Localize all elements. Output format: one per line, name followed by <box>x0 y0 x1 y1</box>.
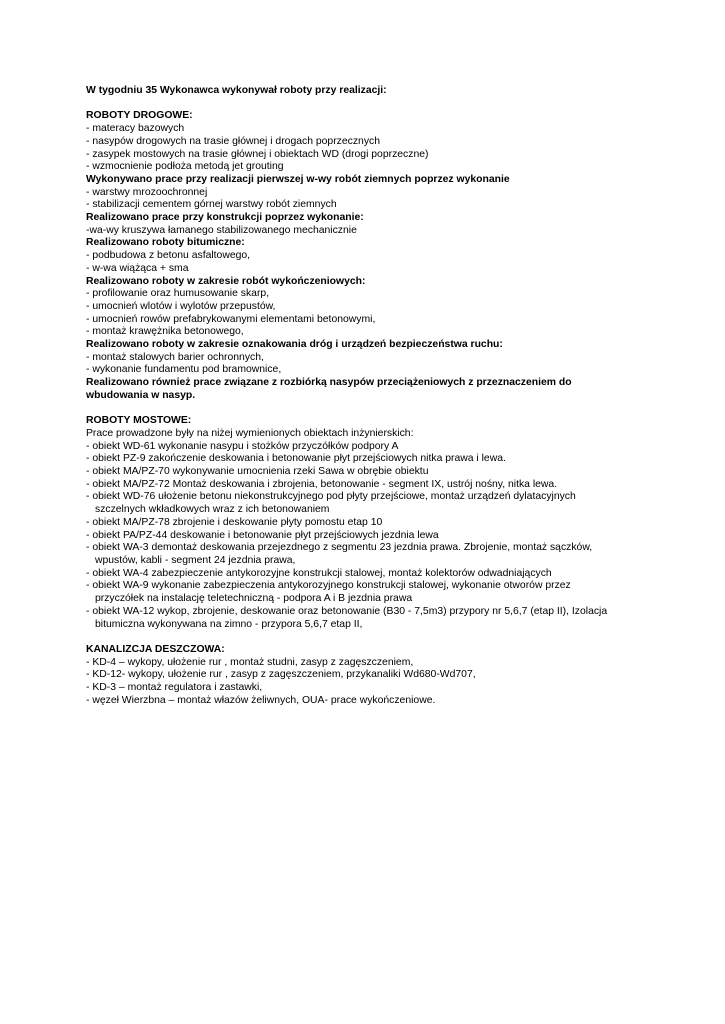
closing-paragraph-line: wbudowania w nasyp. <box>86 389 196 401</box>
list-item: - nasypów drogowych na trasie głównej i drogach poprzecznych <box>86 135 380 147</box>
list-item-continuation: przyczółek na instalację teletechniczną - podpora A i B jezdnia prawa <box>95 593 413 605</box>
list-item: - obiekt WA-3 demontaż deskowania przejezdnego z segmentu 23 jezdnia prawa. Zbrojenie, montaż sączków, <box>86 542 593 554</box>
list-item: - profilowanie oraz humusowanie skarp, <box>86 288 270 300</box>
list-item: - zasypek mostowych na trasie głównej i obiektach WD (drogi poprzeczne) <box>86 148 429 160</box>
roboty-drogowe-heading: ROBOTY DROGOWE: <box>86 110 193 122</box>
list-item: - KD-12- wykopy, ułożenie rur , zasyp z zagęszczeniem, przykanaliki Wd680-Wd707, <box>86 669 476 681</box>
subheading: Realizowano roboty w zakresie robót wykończeniowych: <box>86 275 366 287</box>
list-item: - obiekt PA/PZ-44 deskowanie i betonowanie płyt przejściowych jezdnia lewa <box>86 529 439 541</box>
list-item: - stabilizacji cementem górnej warstwy robót ziemnych <box>86 199 337 211</box>
subheading: Realizowano prace przy konstrukcji poprzez wykonanie: <box>86 212 364 224</box>
list-item: - wzmocnienie podłoża metodą jet grouting <box>86 161 284 173</box>
list-item-continuation: szczelnych wkładkowych wraz z ich betonowaniem <box>95 504 330 516</box>
subheading: Realizowano roboty bitumiczne: <box>86 237 245 249</box>
spacer <box>86 631 686 644</box>
subheading: Wykonywano prace przy realizacji pierwszej w-wy robót ziemnych poprzez wykonanie <box>86 173 510 185</box>
kanalizacja-heading: KANALIZCJA DESZCZOWA: <box>86 643 225 655</box>
mostowe-intro: Prace prowadzone były na niżej wymienionych obiektach inżynierskich: <box>86 427 414 439</box>
list-item: - obiekt WA-12 wykop, zbrojenie, deskowanie oraz betonowanie (B30 - 7,5m3) przypory nr 5,6,7 (etap II), Izolacja <box>86 605 608 617</box>
intro-line: W tygodniu 35 Wykonawca wykonywał roboty przy realizacji: <box>86 85 387 96</box>
roboty-mostowe-heading: ROBOTY MOSTOWE: <box>86 415 192 427</box>
list-item: - wykonanie fundamentu pod bramownice, <box>86 364 282 376</box>
list-item: - KD-4 – wykopy, ułożenie rur , montaż studni, zasyp z zagęszczeniem, <box>86 656 414 668</box>
list-item: - obiekt WD-61 wykonanie nasypu i stożków przyczółków podpory A <box>86 440 399 452</box>
subheading: Realizowano roboty w zakresie oznakowania dróg i urządzeń bezpieczeństwa ruchu: <box>86 339 503 351</box>
spacer <box>86 98 686 111</box>
list-item: - obiekt MA/PZ-70 wykonywanie umocnienia rzeki Sawa w obrębie obiektu <box>86 466 429 478</box>
list-item: - materacy bazowych <box>86 123 185 135</box>
list-item: - podbudowa z betonu asfaltowego, <box>86 250 251 262</box>
list-item: - obiekt WD-76 ułożenie betonu niekonstrukcyjnego pod płyty przejściowe, montaż urządzeń dylatacyjnych <box>86 491 576 503</box>
list-item-continuation: bitumiczna wykonywana na zimno - przypora 5,6,7 etap II, <box>95 618 363 630</box>
list-item: -wa-wy kruszywa łamanego stabilizowanego mechanicznie <box>86 224 357 236</box>
list-item: - obiekt WA-4 zabezpieczenie antykorozyjne konstrukcji stalowej, montaż kolektorów odwadniających <box>86 567 552 579</box>
closing-paragraph-line: Realizowano również prace związane z rozbiórką nasypów przeciążeniowych z przeznaczeniem do <box>86 377 572 389</box>
list-item: - umocnień rowów prefabrykowanymi elementami betonowymi, <box>86 313 376 325</box>
list-item: - montaż stalowych barier ochronnych, <box>86 351 264 363</box>
list-item: - montaż krawężnika betonowego, <box>86 326 244 338</box>
list-item: - obiekt PZ-9 zakończenie deskowania i betonowanie płyt przejściowych nitka prawa i lewa. <box>86 453 506 465</box>
document-page <box>86 85 686 707</box>
list-item-continuation: wpustów, kabli - segment 24 jezdnia prawa, <box>95 554 296 566</box>
list-item: - węzeł Wierzbna – montaż włazów żeliwnych, OUA- prace wykończeniowe. <box>86 694 436 706</box>
spacer <box>86 403 686 416</box>
list-item: - w-wa wiążąca + sma <box>86 262 189 274</box>
list-item: - KD-3 – montaż regulatora i zastawki, <box>86 682 263 693</box>
list-item: - obiekt MA/PZ-78 zbrojenie i deskowanie płyty pomostu etap 10 <box>86 516 383 528</box>
list-item: - obiekt MA/PZ-72 Montaż deskowania i zbrojenia, betonowanie - segment IX, ustrój nośny, nitka lewa. <box>86 478 558 490</box>
list-item: - obiekt WA-9 wykonanie zabezpieczenia antykorozyjnego konstrukcji stalowej, wykonanie otworów przez <box>86 580 571 592</box>
list-item: - warstwy mrozoochronnej <box>86 186 208 198</box>
list-item: - umocnień wlotów i wylotów przepustów, <box>86 300 276 312</box>
